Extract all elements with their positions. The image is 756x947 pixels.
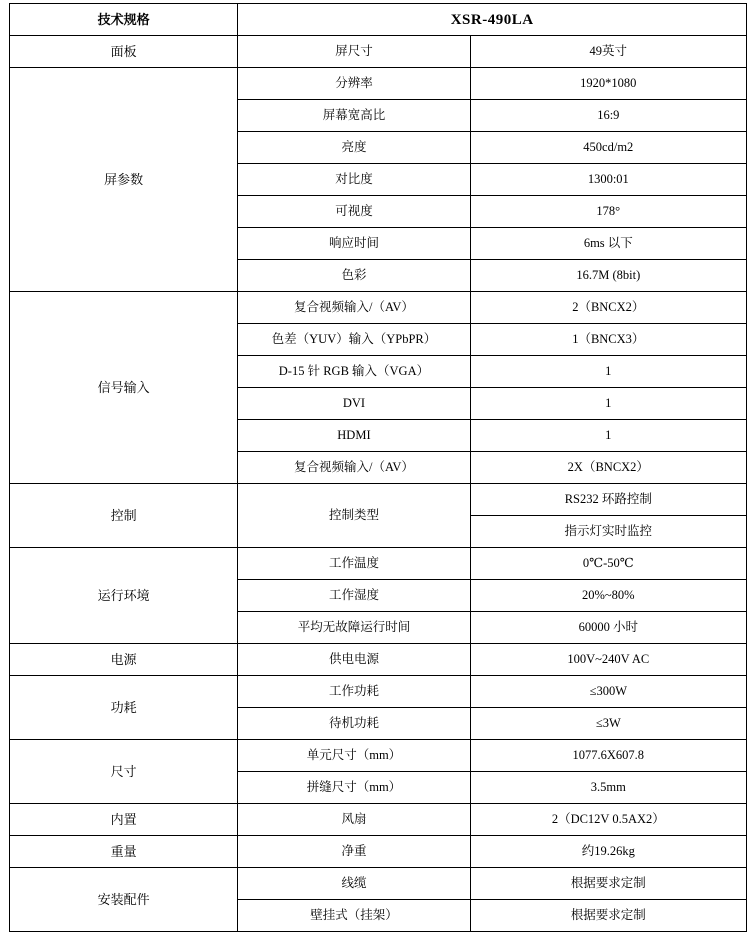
- value-label: 指示灯实时监控: [564, 524, 653, 538]
- value-cell: [470, 708, 746, 740]
- header-spec-label: 技术规格: [10, 4, 238, 36]
- value-cell: [470, 228, 746, 260]
- value-cell: [470, 36, 746, 68]
- value-cell: [470, 580, 746, 612]
- category-cell: [10, 868, 238, 932]
- value-label: 1: [605, 428, 612, 442]
- value-label: 1（BNCX3）: [572, 332, 645, 346]
- category-cell: [10, 548, 238, 644]
- item-label: 亮度: [341, 140, 367, 154]
- table-body: [10, 4, 747, 932]
- value-cell: [470, 388, 746, 420]
- category-label: 运行环境: [97, 587, 150, 603]
- item-cell: [238, 548, 470, 580]
- value-label: 178°: [596, 204, 621, 218]
- value-label: 2（BNCX2）: [572, 300, 645, 314]
- value-label: 20%~80%: [582, 588, 635, 602]
- item-cell: [238, 132, 470, 164]
- table-row: [10, 676, 747, 708]
- item-cell: [238, 324, 470, 356]
- value-cell: [470, 164, 746, 196]
- category-cell: [10, 836, 238, 868]
- value-label: 60000 小时: [578, 620, 638, 634]
- category-label: 内置: [110, 811, 137, 827]
- item-cell: [238, 612, 470, 644]
- value-label: 1: [605, 396, 612, 410]
- item-cell: [238, 228, 470, 260]
- item-label: 净重: [341, 844, 367, 858]
- item-label: 色彩: [341, 268, 367, 282]
- item-cell: [238, 868, 470, 900]
- item-cell: [238, 100, 470, 132]
- item-cell: [238, 484, 470, 548]
- category-cell: [10, 740, 238, 804]
- item-cell: [238, 164, 470, 196]
- category-cell: [10, 36, 238, 68]
- value-label: RS232 环路控制: [564, 492, 652, 506]
- value-cell: [470, 356, 746, 388]
- item-cell: [238, 644, 470, 676]
- value-cell: [470, 516, 746, 548]
- item-cell: [238, 836, 470, 868]
- item-label: 壁挂式（挂架）: [310, 908, 398, 922]
- category-label: 安装配件: [97, 891, 150, 907]
- category-label: 屏参数: [104, 171, 144, 187]
- item-label: 风扇: [341, 812, 367, 826]
- table-row: [10, 548, 747, 580]
- value-cell: [470, 836, 746, 868]
- value-label: 1920*1080: [580, 76, 637, 90]
- value-cell: [470, 548, 746, 580]
- table-row: [10, 644, 747, 676]
- value-cell: [470, 68, 746, 100]
- item-label: 响应时间: [328, 236, 379, 250]
- table-row: [10, 484, 747, 516]
- value-label: 约19.26kg: [581, 844, 635, 858]
- item-cell: [238, 260, 470, 292]
- item-label: 屏尺寸: [335, 44, 373, 58]
- value-label: 1300:01: [587, 172, 629, 186]
- category-label: 重量: [110, 843, 137, 859]
- item-cell: [238, 356, 470, 388]
- table-row: [10, 292, 747, 324]
- item-label: 平均无故障运行时间: [297, 620, 411, 634]
- category-cell: [10, 484, 238, 548]
- item-label: 控制类型: [328, 508, 379, 522]
- value-cell: [470, 260, 746, 292]
- item-label: DVI: [342, 396, 366, 410]
- table-row: [10, 740, 747, 772]
- value-label: 2（DC12V 0.5AX2）: [551, 812, 665, 826]
- value-cell: [470, 804, 746, 836]
- item-cell: [238, 452, 470, 484]
- table-row: [10, 868, 747, 900]
- category-label: 信号输入: [97, 379, 150, 395]
- item-label: 工作湿度: [328, 588, 379, 602]
- item-cell: [238, 420, 470, 452]
- item-cell: [238, 900, 470, 932]
- value-cell: [470, 292, 746, 324]
- table-row: [10, 68, 747, 100]
- item-cell: [238, 676, 470, 708]
- value-label: ≤3W: [595, 716, 621, 730]
- value-label: 2X（BNCX2）: [567, 460, 649, 474]
- item-cell: [238, 580, 470, 612]
- value-cell: [470, 740, 746, 772]
- value-cell: [470, 676, 746, 708]
- item-label: 单元尺寸（mm）: [306, 748, 402, 762]
- value-label: ≤300W: [589, 684, 628, 698]
- item-cell: [238, 36, 470, 68]
- value-cell: [470, 868, 746, 900]
- item-label: 对比度: [335, 172, 373, 186]
- value-label: 3.5mm: [590, 780, 626, 794]
- value-cell: [470, 484, 746, 516]
- value-label: 6ms 以下: [583, 236, 633, 250]
- value-label: 根据要求定制: [570, 876, 646, 890]
- item-cell: [238, 292, 470, 324]
- value-label: 49英寸: [589, 44, 628, 58]
- item-label: 线缆: [341, 876, 367, 890]
- value-cell: [470, 196, 746, 228]
- item-cell: [238, 196, 470, 228]
- category-label: 控制: [110, 507, 137, 523]
- value-label: 1077.6X607.8: [572, 748, 645, 762]
- item-label: 工作功耗: [328, 684, 379, 698]
- item-label: HDMI: [337, 428, 371, 442]
- value-cell: [470, 324, 746, 356]
- category-label: 功耗: [110, 699, 137, 715]
- category-cell: [10, 644, 238, 676]
- item-cell: [238, 68, 470, 100]
- value-cell: [470, 612, 746, 644]
- value-label: 450cd/m2: [583, 140, 634, 154]
- item-label: 复合视频输入/（AV）: [293, 460, 414, 474]
- specification-table: [9, 3, 747, 932]
- item-label: 供电电源: [328, 652, 379, 666]
- item-label: D-15 针 RGB 输入（VGA）: [278, 364, 430, 378]
- item-label: 拼缝尺寸（mm）: [306, 780, 402, 794]
- item-label: 复合视频输入/（AV）: [293, 300, 414, 314]
- item-label: 分辨率: [335, 76, 373, 90]
- value-label: 根据要求定制: [570, 908, 646, 922]
- value-cell: [470, 132, 746, 164]
- table-row: [10, 804, 747, 836]
- table-row: [10, 836, 747, 868]
- category-label: 尺寸: [110, 763, 137, 779]
- category-cell: [10, 292, 238, 484]
- category-cell: [10, 804, 238, 836]
- value-label: 1: [605, 364, 612, 378]
- header-model: XSR-490LA: [238, 4, 747, 36]
- item-cell: [238, 804, 470, 836]
- value-label: 16:9: [597, 108, 620, 122]
- item-label: 待机功耗: [328, 716, 379, 730]
- item-label: 可视度: [335, 204, 373, 218]
- category-cell: [10, 68, 238, 292]
- value-label: 100V~240V AC: [567, 652, 650, 666]
- category-label: 面板: [110, 43, 137, 59]
- item-cell: [238, 388, 470, 420]
- value-cell: [470, 900, 746, 932]
- item-cell: [238, 740, 470, 772]
- item-cell: [238, 708, 470, 740]
- value-cell: [470, 644, 746, 676]
- category-cell: [10, 676, 238, 740]
- item-label: 屏幕宽高比: [322, 108, 386, 122]
- value-label: 16.7M (8bit): [576, 268, 641, 282]
- value-cell: [470, 420, 746, 452]
- table-row: [10, 36, 747, 68]
- table-header-row: [10, 4, 747, 36]
- value-cell: [470, 772, 746, 804]
- item-label: 色差（YUV）输入（YPbPR）: [271, 332, 437, 346]
- value-cell: [470, 452, 746, 484]
- item-cell: [238, 772, 470, 804]
- item-label: 工作温度: [328, 556, 379, 570]
- category-label: 电源: [110, 651, 137, 667]
- value-label: 0℃-50℃: [582, 556, 634, 570]
- value-cell: [470, 100, 746, 132]
